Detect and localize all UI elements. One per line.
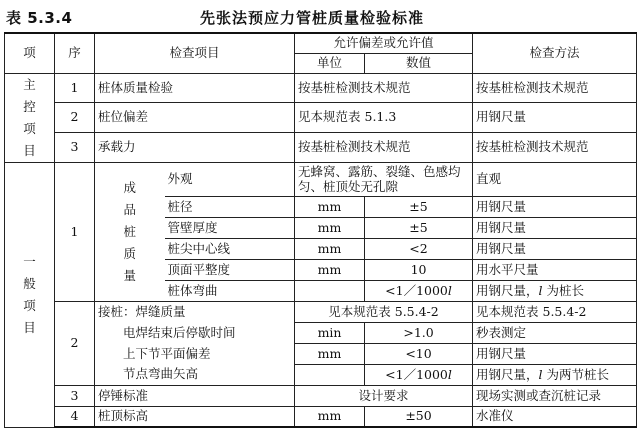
header-check-item: 检查项目 (95, 33, 295, 73)
row-item: 承载力 (95, 132, 295, 162)
row-value: <2 (365, 238, 473, 259)
row-value: ±5 (365, 196, 473, 217)
row-item: 桩体弯曲 (165, 280, 295, 301)
row-method: 用钢尺量 (473, 343, 637, 364)
row-item: 节点弯曲矢高 (95, 364, 295, 385)
row-item-text: 焊缝质量 (135, 303, 186, 319)
row-item: 管壁厚度 (165, 217, 295, 238)
row-seq: 1 (55, 73, 95, 103)
table-row (5, 162, 637, 196)
header-item: 项 (5, 33, 55, 73)
table-number: 表 5.3.4 (6, 9, 73, 27)
row-method: 用水平尺量 (473, 259, 637, 280)
table-row (5, 73, 637, 103)
row-unit: mm (295, 343, 365, 364)
row-value: ±50 (365, 406, 473, 427)
row-value: 设计要求 (295, 385, 473, 406)
table-row (5, 406, 637, 427)
row-method (473, 364, 637, 385)
header-row-1 (5, 33, 637, 53)
row-seq: 2 (55, 103, 95, 133)
row-seq: 4 (55, 406, 95, 427)
splice-prefix: 接桩： (98, 303, 136, 319)
header-seq: 序 (55, 33, 95, 73)
finished-pile-quality-label (95, 162, 165, 301)
table-row (5, 322, 637, 343)
header-unit: 单位 (295, 53, 365, 73)
row-value: 见本规范表 5.5.4-2 (295, 301, 473, 322)
row-item (95, 301, 295, 322)
row-item: 停锤标准 (95, 385, 295, 406)
row-item: 顶面平整度 (165, 259, 295, 280)
row-method: 秒表测定 (473, 322, 637, 343)
row-method: 用钢尺量 (473, 217, 637, 238)
row-value: 按基桩检测技术规范 (295, 132, 473, 162)
main-items-label (5, 73, 55, 162)
row-method: 见本规范表 5.5.4-2 (473, 301, 637, 322)
row-value: 10 (365, 259, 473, 280)
table-row (5, 132, 637, 162)
row-method: 用钢尺量 (473, 103, 637, 133)
row-seq: 1 (55, 162, 95, 301)
row-value: ±5 (365, 217, 473, 238)
header-tolerance: 允许偏差或允许值 (295, 33, 473, 53)
row-method-var: l (538, 282, 543, 298)
row-method-var: l (538, 366, 543, 382)
row-value (365, 280, 473, 301)
row-method: 用钢尺量 (473, 238, 637, 259)
row-unit (295, 280, 365, 301)
row-value: 无蜂窝、露筋、裂缝、色感均匀、桩顶处无孔隙 (295, 162, 473, 196)
table-caption (0, 4, 640, 30)
row-value: 按基桩检测技术规范 (295, 73, 473, 103)
row-method: 用钢尺量 (473, 196, 637, 217)
table-row (5, 301, 637, 322)
table-row (5, 103, 637, 133)
row-method: 直观 (473, 162, 637, 196)
row-value-var: l (447, 366, 452, 382)
row-unit: mm (295, 259, 365, 280)
row-method-post: 为桩长 (542, 282, 585, 298)
row-unit: mm (295, 217, 365, 238)
row-item: 桩位偏差 (95, 103, 295, 133)
row-unit: mm (295, 196, 365, 217)
row-value: <10 (365, 343, 473, 364)
row-unit (295, 364, 365, 385)
row-value (365, 364, 473, 385)
table-row (5, 385, 637, 406)
row-value-text: <1／1000 (385, 366, 448, 382)
row-item: 上下节平面偏差 (95, 343, 295, 364)
row-method-pre: 用钢尺量， (476, 366, 539, 382)
row-method: 水准仪 (473, 406, 637, 427)
row-method-post: 为两节桩长 (542, 366, 610, 382)
row-item: 外观 (165, 162, 295, 196)
row-value: >1.0 (365, 322, 473, 343)
finished-pile-quality-text: 成 品 桩 质 量 (123, 179, 136, 283)
header-value: 数值 (365, 53, 473, 73)
row-item: 桩顶标高 (95, 406, 295, 427)
row-unit: min (295, 322, 365, 343)
row-method: 现场实测或查沉桩记录 (473, 385, 637, 406)
row-method (473, 280, 637, 301)
row-value: 见本规范表 5.1.3 (295, 103, 473, 133)
row-value-text: <1／1000 (385, 282, 448, 298)
row-item: 桩尖中心线 (165, 238, 295, 259)
row-seq: 3 (55, 132, 95, 162)
table-row (5, 343, 637, 364)
row-item: 电焊结束后停歇时间 (95, 322, 295, 343)
row-seq: 3 (55, 385, 95, 406)
general-items-label (5, 162, 55, 427)
row-value-var: l (447, 282, 452, 298)
row-method: 按基桩检测技术规范 (473, 132, 637, 162)
table-row (5, 364, 637, 385)
row-method: 按基桩检测技术规范 (473, 73, 637, 103)
row-unit: mm (295, 238, 365, 259)
general-items-label-text: 一 般 项 目 (23, 253, 36, 335)
row-item: 桩径 (165, 196, 295, 217)
header-method: 检查方法 (473, 33, 637, 73)
row-seq: 2 (55, 301, 95, 385)
table-title: 先张法预应力管桩质量检验标准 (200, 9, 425, 27)
row-item: 桩体质量检验 (95, 73, 295, 103)
row-unit: mm (295, 406, 365, 427)
row-method-pre: 用钢尺量， (476, 282, 539, 298)
main-items-label-text: 主 控 项 目 (23, 76, 36, 158)
quality-inspection-table (4, 32, 637, 428)
